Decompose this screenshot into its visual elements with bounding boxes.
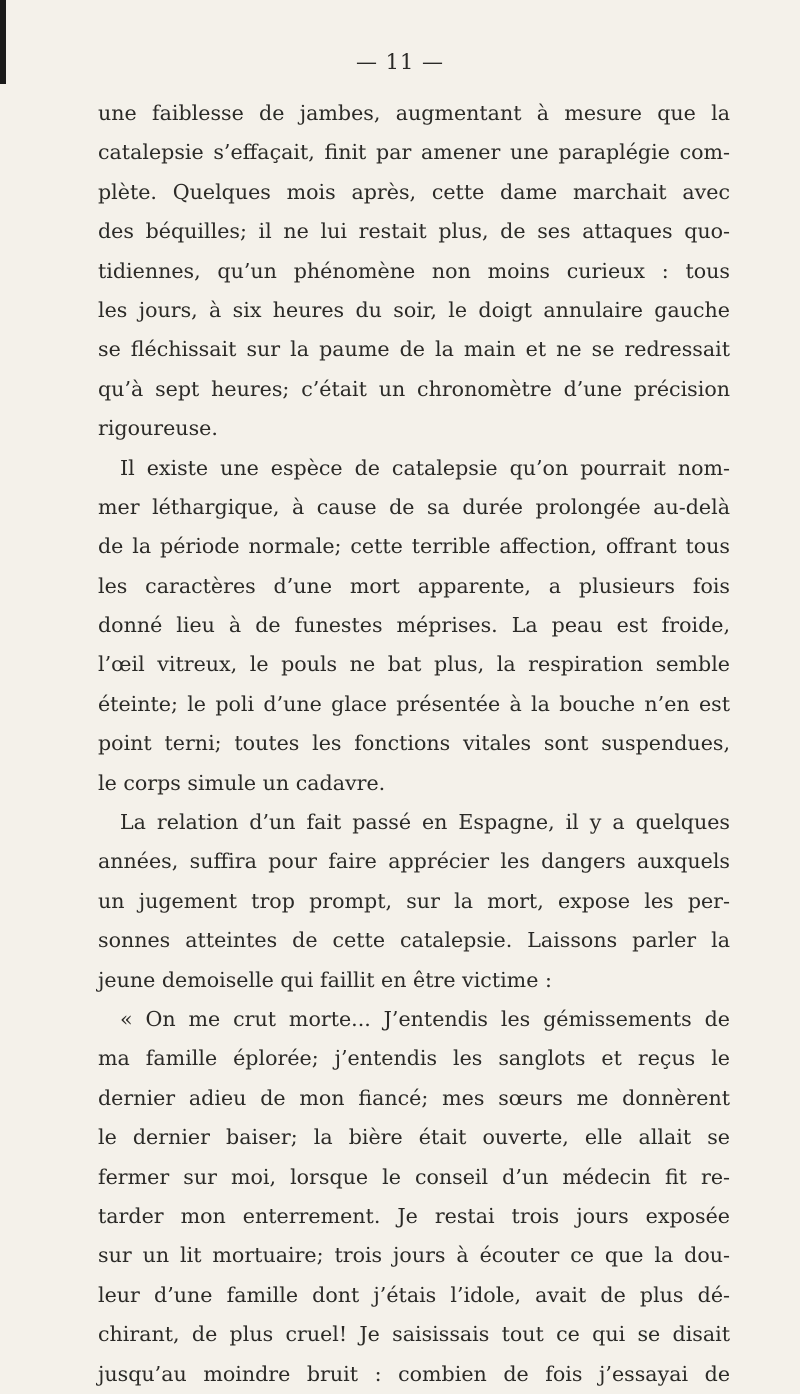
text-line: des béquilles; il ne lui restait plus, de ses attaques quo- — [98, 219, 730, 244]
body-text — [98, 94, 730, 1394]
text-line: se fléchissait sur la paume de la main et ne se redressait — [98, 337, 730, 362]
text-line: rigoureuse. — [98, 416, 218, 441]
text-line: chirant, de plus cruel! Je saisissais tout ce qui se disait — [98, 1322, 730, 1347]
text-line: tidiennes, qu’un phénomène non moins curieux : tous — [98, 258, 730, 283]
text-line: de la période normale; cette terrible affection, offrant tous — [98, 534, 730, 559]
text-line: dernier adieu de mon fiancé; mes sœurs me donnèrent — [98, 1085, 730, 1110]
text-line: tarder mon enterrement. Je restai trois jours exposée — [98, 1203, 730, 1228]
text-line: les jours, à six heures du soir, le doigt annulaire gauche — [98, 297, 730, 322]
text-line: sur un lit mortuaire; trois jours à écouter ce que la dou- — [98, 1243, 730, 1268]
text-line: La relation d’un fait passé en Espagne, il y a quelques — [120, 810, 730, 835]
text-line: jeune demoiselle qui faillit en être victime : — [98, 967, 552, 992]
text-line: une faiblesse de jambes, augmentant à mesure que la — [98, 101, 730, 125]
text-line: le corps simule un cadavre. — [98, 770, 386, 795]
page-number: — 11 — — [355, 50, 445, 74]
text-line: fermer sur moi, lorsque le conseil d’un médecin fit re- — [98, 1164, 730, 1189]
text-line: ma famille éplorée; j’entendis les sanglots et reçus le — [98, 1046, 730, 1071]
text-line: qu’à sept heures; c’était un chronomètre d’une précision — [98, 376, 730, 401]
text-line: leur d’une famille dont j’étais l’idole, avait de plus dé- — [98, 1282, 730, 1307]
text-line: sonnes atteintes de cette catalepsie. Laissons parler la — [98, 928, 730, 953]
text-line: donné lieu à de funestes méprises. La peau est froide, — [98, 613, 730, 638]
text-line: « On me crut morte... J’entendis les gémissements de — [120, 1006, 730, 1031]
text-line: jusqu’au moindre bruit : combien de fois j’essayai de — [98, 1361, 730, 1386]
text-line: éteinte; le poli d’une glace présentée à la bouche n’en est — [98, 691, 730, 716]
text-line: l’œil vitreux, le pouls ne bat plus, la respiration semble — [98, 652, 730, 677]
text-line: le dernier baiser; la bière était ouverte, elle allait se — [98, 1125, 730, 1150]
text-line: années, suffira pour faire apprécier les dangers auxquels — [98, 849, 730, 874]
text-line: plète. Quelques mois après, cette dame marchait avec — [98, 179, 730, 204]
text-line: mer léthargique, à cause de sa durée prolongée au-delà — [98, 494, 730, 519]
text-line: un jugement trop prompt, sur la mort, expose les per- — [98, 888, 730, 913]
text-line: point terni; toutes les fonctions vitales sont suspendues, — [98, 731, 730, 756]
text-line: Il existe une espèce de catalepsie qu’on pourrait nom- — [120, 455, 730, 480]
text-line: les caractères d’une mort apparente, a plusieurs fois — [98, 573, 730, 598]
text-line: catalepsie s’effaçait, finit par amener une paraplégie com- — [98, 140, 730, 165]
